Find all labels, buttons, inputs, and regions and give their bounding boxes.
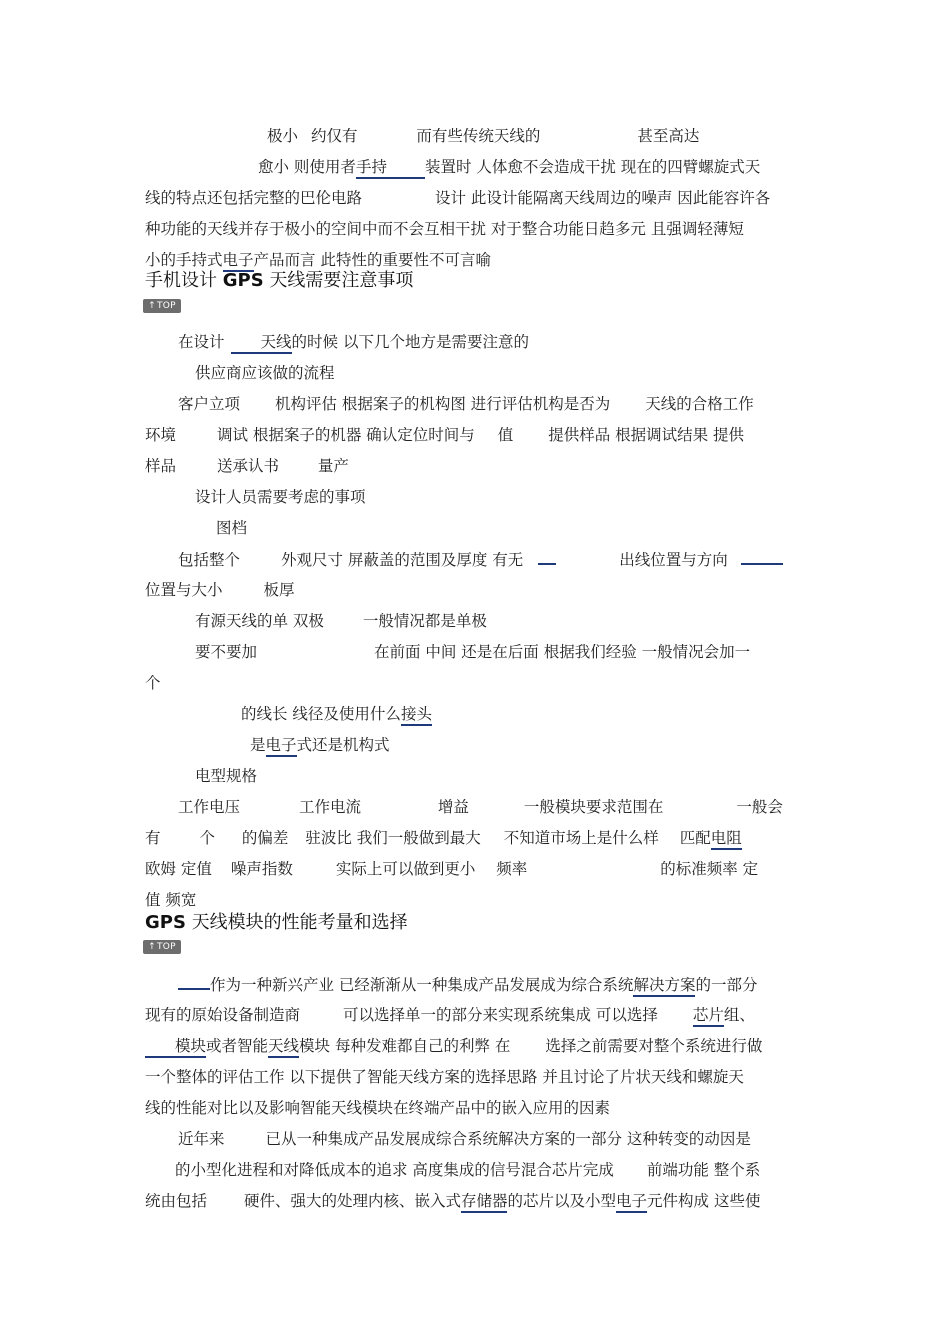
text: 工作电压 [178,798,241,816]
heading-bold-text: GPS [145,912,186,933]
text: 调试 根据案子的机器 确认定位时间与 [216,426,475,444]
text: 在前面 中间 还是在后面 根据我们经验 一般情况会加一 [373,643,751,661]
paragraph-line [195,363,335,383]
text: 种功能的天线并存于极小的空间中而不会互相干扰 对于整合功能日趋多元 且强调轻薄短 [145,220,744,238]
text: 要不要加 [195,643,258,661]
paragraph-line [216,518,247,538]
back-to-top-button[interactable] [143,299,181,313]
text: 值 频宽 [145,891,197,909]
link-handheld[interactable]: 手持 [356,157,425,179]
link-connector[interactable]: 接头 [401,704,432,726]
text: 供应商应该做的流程 [195,364,335,382]
heading-text: 天线模块的性能考量和选择 [185,912,408,933]
text: 板厚 [263,581,295,599]
text: 在设计 [178,333,225,351]
text: 送承认书 [216,457,279,475]
arrow-up-icon: ↑ [148,301,156,311]
text: 线的特点还包括完整的巴伦电路 [145,189,363,207]
paragraph-line [145,673,161,693]
paragraph-line [267,126,699,146]
text: 个 [145,674,161,692]
paragraph-line [145,1036,762,1058]
text: 极小 [267,127,299,145]
heading-text: 手机设计 [145,270,223,291]
text: 硬件、强大的处理内核、嵌入式 [243,1192,461,1210]
blank-link[interactable] [741,549,783,565]
text: 图档 [216,519,248,537]
link-memory[interactable]: 存储器 [461,1191,508,1213]
heading-bold-text: GPS [222,270,264,291]
text: 装置时 人体愈不会造成干扰 现在的四臂螺旋式天 [424,158,761,176]
text: 匹配 [679,829,711,847]
text: 增益 [437,798,469,816]
paragraph-line [145,1191,760,1213]
paragraph-line [178,549,783,570]
section-heading [145,270,413,292]
text: 出线位置与方向 [619,551,728,569]
text: 环境 [145,426,177,444]
text: 作为一种新兴产业 已经渐渐从一种集成产品发展成为综合系统 [210,976,634,994]
text: 甚至高达 [637,127,700,145]
text: 机构评估 根据案子的机构图 进行评估机构是否为 [274,395,611,413]
text: 客户立项 [178,395,241,413]
text: 位置与大小 [145,581,223,599]
text: 近年来 [178,1130,225,1148]
link-solution[interactable]: 解决方案 [633,975,695,997]
text: 设计人员需要考虑的事项 [195,488,366,506]
text: 一般会 [736,798,783,816]
text: 设计 此设计能隔离天线周边的噪声 因此能容许各 [434,189,771,207]
text: 现有的原始设备制造商 [145,1006,301,1024]
paragraph-line [145,1098,610,1118]
link-antenna[interactable]: 天线 [268,1036,299,1058]
paragraph-line [145,219,744,239]
text: 的一部分 [695,976,758,994]
text: 元件构成 这些使 [647,1192,761,1210]
paragraph-line [145,188,770,208]
text: 而有些传统天线的 [416,127,541,145]
text: 不知道市场上是什么样 [503,829,659,847]
text: 天线的合格工作 [645,395,754,413]
text: 外观尺寸 屏蔽盖的范围及厚度 有无 [280,551,524,569]
paragraph-line [178,797,783,817]
paragraph-line [178,332,529,354]
paragraph-line [178,394,754,414]
paragraph-line [145,580,294,600]
text: 的小型化进程和对降低成本的追求 高度集成的信号混合芯片完成 [175,1161,614,1179]
paragraph-line [145,425,744,445]
link-electronics[interactable]: 电子 [616,1191,647,1213]
link-electronics[interactable]: 电子 [266,735,297,757]
link-chip[interactable]: 芯片 [693,1005,724,1027]
link-antenna[interactable]: 天线 [231,332,292,354]
paragraph-line [195,487,366,507]
text: 一般情况都是单极 [362,612,487,630]
text: 工作电流 [298,798,361,816]
paragraph-line [258,157,760,179]
text: 约仅有 [310,127,358,145]
text: 模块 每种发难都自己的利弊 在 [299,1037,511,1055]
arrow-up-icon: ↑ [148,942,156,952]
paragraph-line [145,859,758,879]
paragraph-line [145,250,491,272]
paragraph-line [145,1005,755,1027]
text: 的时候 以下几个地方是需要注意的 [291,333,529,351]
text: 频率 [496,860,528,878]
text: 个 [199,829,215,847]
text: 式还是机构式 [296,736,390,754]
link-electronics[interactable]: 电子 [223,250,254,272]
paragraph-line [178,974,757,997]
text: 实际上可以做到更小 [335,860,476,878]
text: 有 [145,829,161,847]
text: 的偏差 [241,829,289,847]
text: 的线长 线径及使用什么 [241,705,401,723]
section-heading [145,912,408,934]
paragraph-line [250,735,390,757]
text: 值 [497,426,514,444]
text: 的标准频率 定 [660,860,759,878]
text: 欧姆 定值 [145,860,212,878]
text: 量产 [317,457,349,475]
text: 驻波比 我们一般做到最大 [305,829,481,847]
link-module[interactable]: 模块 [145,1036,206,1058]
back-to-top-button[interactable] [143,940,181,954]
paragraph-line [145,828,742,850]
text: 选择之前需要对整个系统进行做 [545,1037,763,1055]
paragraph-line [195,611,487,631]
text: 已从一种集成产品发展成综合系统解决方案的一部分 这种转变的动因是 [265,1130,751,1148]
text: 产品而言 此特性的重要性不可言喻 [253,251,491,269]
blank-link[interactable] [178,974,210,990]
link-resistor[interactable]: 电阻 [711,828,742,850]
text: 是 [250,736,266,754]
paragraph-line [145,890,196,910]
paragraph-line [145,456,349,476]
text: 的芯片以及小型 [507,1192,616,1210]
text: 有源天线的单 双极 [195,612,324,630]
text: 样品 [145,457,177,475]
text: 或者智能 [206,1037,269,1055]
text: 小的手持式 [145,251,223,269]
paragraph-line [195,642,750,662]
text: 一般模块要求范围在 [523,798,664,816]
text: 噪声指数 [230,860,293,878]
text: 一个整体的评估工作 以下提供了智能天线方案的选择思路 并且讨论了片状天线和螺旋天 [145,1068,744,1086]
text: 前端功能 整个系 [646,1161,761,1179]
text: 包括整个 [178,551,241,569]
heading-text: 天线需要注意事项 [263,270,414,291]
paragraph-line [241,704,432,726]
paragraph-line [195,766,257,786]
text: 可以选择单一的部分来实现系统集成 可以选择 [342,1006,658,1024]
text: 提供样品 根据调试结果 提供 [548,426,745,444]
paragraph-line [175,1160,760,1180]
text: 电型规格 [195,767,258,785]
text: 统由包括 [145,1192,208,1210]
top-label: TOP [156,301,176,311]
blank-link[interactable] [538,549,556,565]
text: 组、 [723,1006,755,1024]
paragraph-line [145,1067,744,1087]
text: 愈小 则使用者 [258,158,356,176]
top-label: TOP [156,942,176,952]
text: 线的性能对比以及影响智能天线模块在终端产品中的嵌入应用的因素 [145,1099,611,1117]
paragraph-line [178,1129,751,1149]
